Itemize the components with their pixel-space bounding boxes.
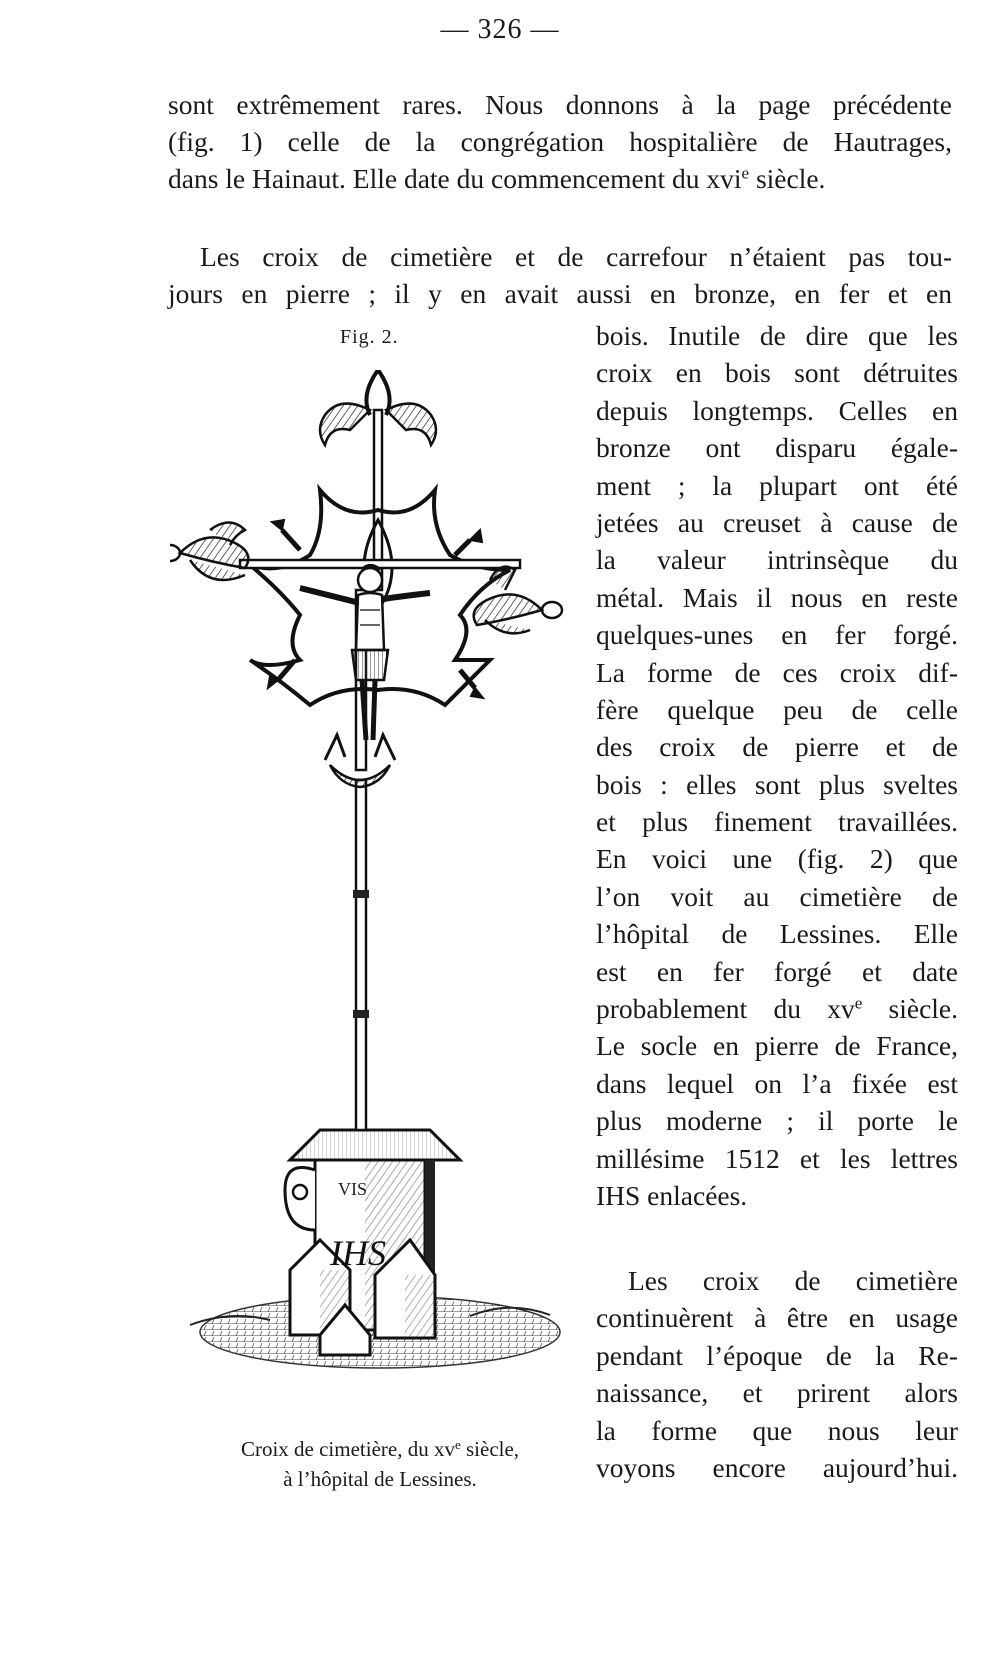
- cross-engraving-illustration: [170, 370, 590, 1410]
- text-line: naissance, et prirent alors: [596, 1377, 958, 1409]
- text-line: IHS enlacées.: [596, 1179, 748, 1211]
- text-line: En voici une (fig. 2) que: [596, 843, 958, 875]
- text-line: quelques-unes en fer forgé.: [596, 619, 958, 651]
- text-line: (fig. 1) celle de la congrégation hospitalière de Hautrages,: [168, 126, 952, 157]
- text-line: fère quelque peu de celle: [596, 693, 958, 725]
- text-line: La forme de ces croix dif-: [596, 656, 958, 688]
- crucifix-figure: [300, 566, 430, 740]
- text-line: pendant l’époque de la Re-: [596, 1339, 958, 1371]
- paragraph-crosses: [168, 238, 952, 312]
- stone-pedestal: [285, 1130, 460, 1355]
- pedestal-inscription: VIS: [338, 1179, 368, 1199]
- text-line: bois. Inutile de dire que les: [596, 320, 958, 351]
- column-text-renaissance: [596, 1262, 958, 1486]
- text-line: et plus finement travaillées.: [596, 806, 958, 838]
- text-line: la forme que nous leur: [596, 1414, 958, 1446]
- text-line: continuèrent à être en usage: [596, 1302, 958, 1334]
- text-line: bois : elles sont plus sveltes: [596, 768, 958, 800]
- text-line: millésime 1512 et les lettres: [596, 1142, 958, 1174]
- text-line: Le socle en pierre de France,: [596, 1030, 958, 1062]
- text-line: bronze ont disparu égale-: [596, 432, 958, 464]
- text-line: Les croix de cimetière: [628, 1265, 958, 1296]
- text-line: ment ; la plupart ont été: [596, 469, 958, 501]
- text-line: l’on voit au cimetière de: [596, 880, 958, 912]
- ihs-monogram: IHS: [330, 1233, 386, 1273]
- text-line: jours en pierre ; il y en avait aussi en bronze, en fer et en: [168, 278, 952, 309]
- text-line: voyons encore aujourd’hui.: [596, 1451, 958, 1483]
- text-line: probablement du $xv^e$ siècle.: [596, 993, 958, 1025]
- caption-line: Croix de cimetière, du $xv^e$ siècle,: [240, 1436, 520, 1461]
- text-line: croix en bois sont détruites: [596, 357, 958, 389]
- text-line: sont extrêmement rares. Nous donnons à la page précédente: [168, 89, 952, 120]
- right-arm-finial: [474, 567, 562, 634]
- text-line: l’hôpital de Lessines. Elle: [596, 918, 958, 950]
- text-line: plus moderne ; il porte le: [596, 1105, 958, 1137]
- text-line: la valeur intrinsèque du: [596, 544, 958, 576]
- text-line: des croix de pierre et de: [596, 731, 958, 763]
- text-line: est en fer forgé et date: [596, 955, 958, 987]
- page-number: — 326 —: [440, 14, 560, 45]
- text-line: dans lequel on l’a fixée est: [596, 1067, 958, 1099]
- figure-caption: [190, 1434, 570, 1494]
- text-line: métal. Mais il nous en reste: [596, 581, 958, 613]
- left-arm-finial: [170, 523, 248, 581]
- paragraph-intro: [168, 86, 952, 197]
- text-line: depuis longtemps. Celles en: [596, 394, 958, 426]
- text-line: dans le Hainaut. Elle date du commencement du xvi$^e$ siècle.: [168, 163, 826, 194]
- text-line: jetées au creuset à cause de: [596, 506, 958, 538]
- figure-label: Fig. 2.: [340, 326, 399, 348]
- column-text-main: [596, 317, 958, 1214]
- text-line: Les croix de cimetière et de carrefour n’étaient pas tou-: [200, 241, 952, 272]
- caption-line: à l’hôpital de Lessines.: [283, 1467, 477, 1491]
